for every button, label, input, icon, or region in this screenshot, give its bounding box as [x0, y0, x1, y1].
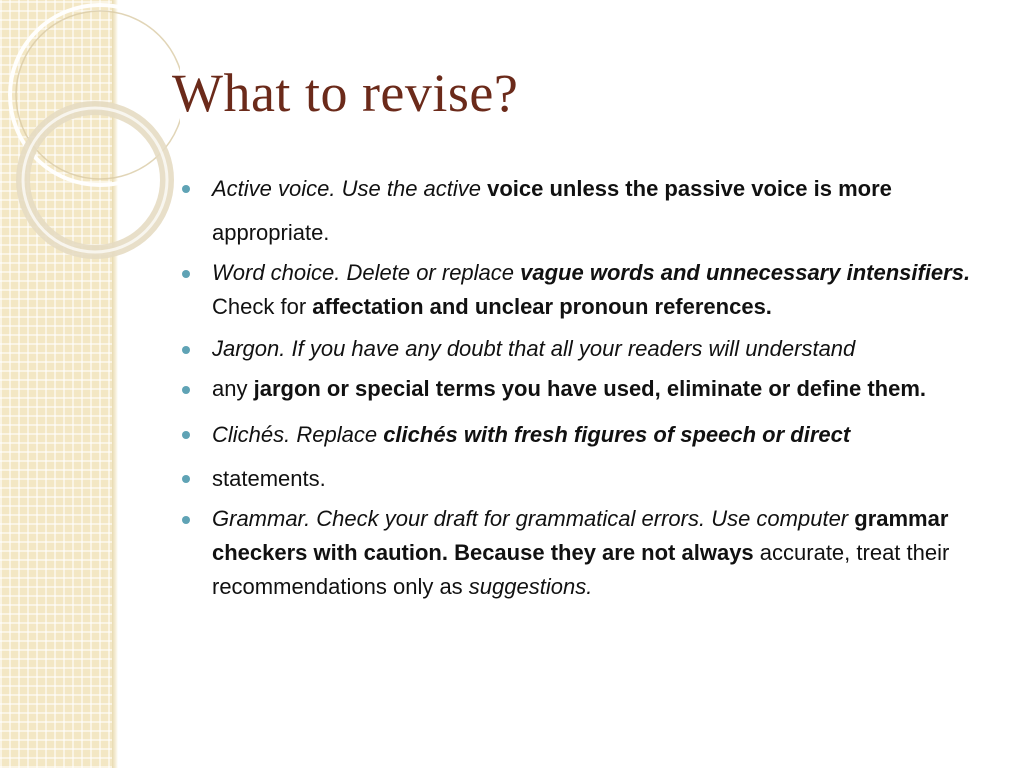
bullet-text-italic: Active voice. Use the active — [212, 176, 488, 201]
decorative-rings-icon — [0, 0, 180, 280]
bullet-dot-icon — [182, 185, 190, 193]
bullet-text-italic: Clichés. Replace — [212, 422, 384, 447]
list-item — [182, 168, 982, 210]
bullet-text-italic-end: suggestions. — [468, 574, 593, 599]
list-item — [182, 372, 982, 406]
bullet-text-italic: Word choice. Delete or replace — [212, 260, 521, 285]
bullet-text-bold: affectation and unclear pronoun references. — [312, 294, 772, 319]
bullet-text-bold-italic: clichés with fresh figures of speech or direct — [383, 422, 851, 447]
bullet-text-plain: Check for — [212, 294, 313, 319]
bullet-dot-icon — [182, 346, 190, 354]
list-item — [182, 458, 982, 500]
bullet-text-bold-italic: vague words and unnecessary intensifiers. — [520, 260, 971, 285]
bullet-list — [182, 168, 982, 612]
bullet-text-bold: grammar checkers with caution. Because they are not always — [212, 506, 949, 565]
bullet-text-plain: accurate, treat their recommendations only as — [212, 540, 950, 599]
list-item-continuation — [182, 212, 982, 254]
bullet-dot-icon — [182, 475, 190, 483]
bullet-text-plain: statements. — [212, 466, 326, 491]
bullet-dot-icon — [182, 516, 190, 524]
list-item — [182, 332, 982, 366]
bullet-dot-icon — [182, 386, 190, 394]
bullet-text-bold: jargon or special terms you have used, eliminate or define them. — [253, 376, 927, 401]
list-item — [182, 502, 982, 604]
bullet-text-plain: appropriate. — [212, 220, 330, 245]
bullet-text-bold: voice unless the passive voice is more — [487, 176, 892, 201]
page-title: What to revise? — [172, 63, 519, 123]
bullet-dot-icon — [182, 270, 190, 278]
bullet-text-italic: Jargon. If you have any doubt that all your readers will understand — [212, 336, 856, 361]
list-item — [182, 256, 982, 324]
bullet-text-italic: Grammar. Check your draft for grammatical errors. Use computer — [212, 506, 855, 531]
bullet-text-plain: any — [212, 376, 254, 401]
bullet-dot-icon — [182, 431, 190, 439]
list-item — [182, 414, 982, 456]
